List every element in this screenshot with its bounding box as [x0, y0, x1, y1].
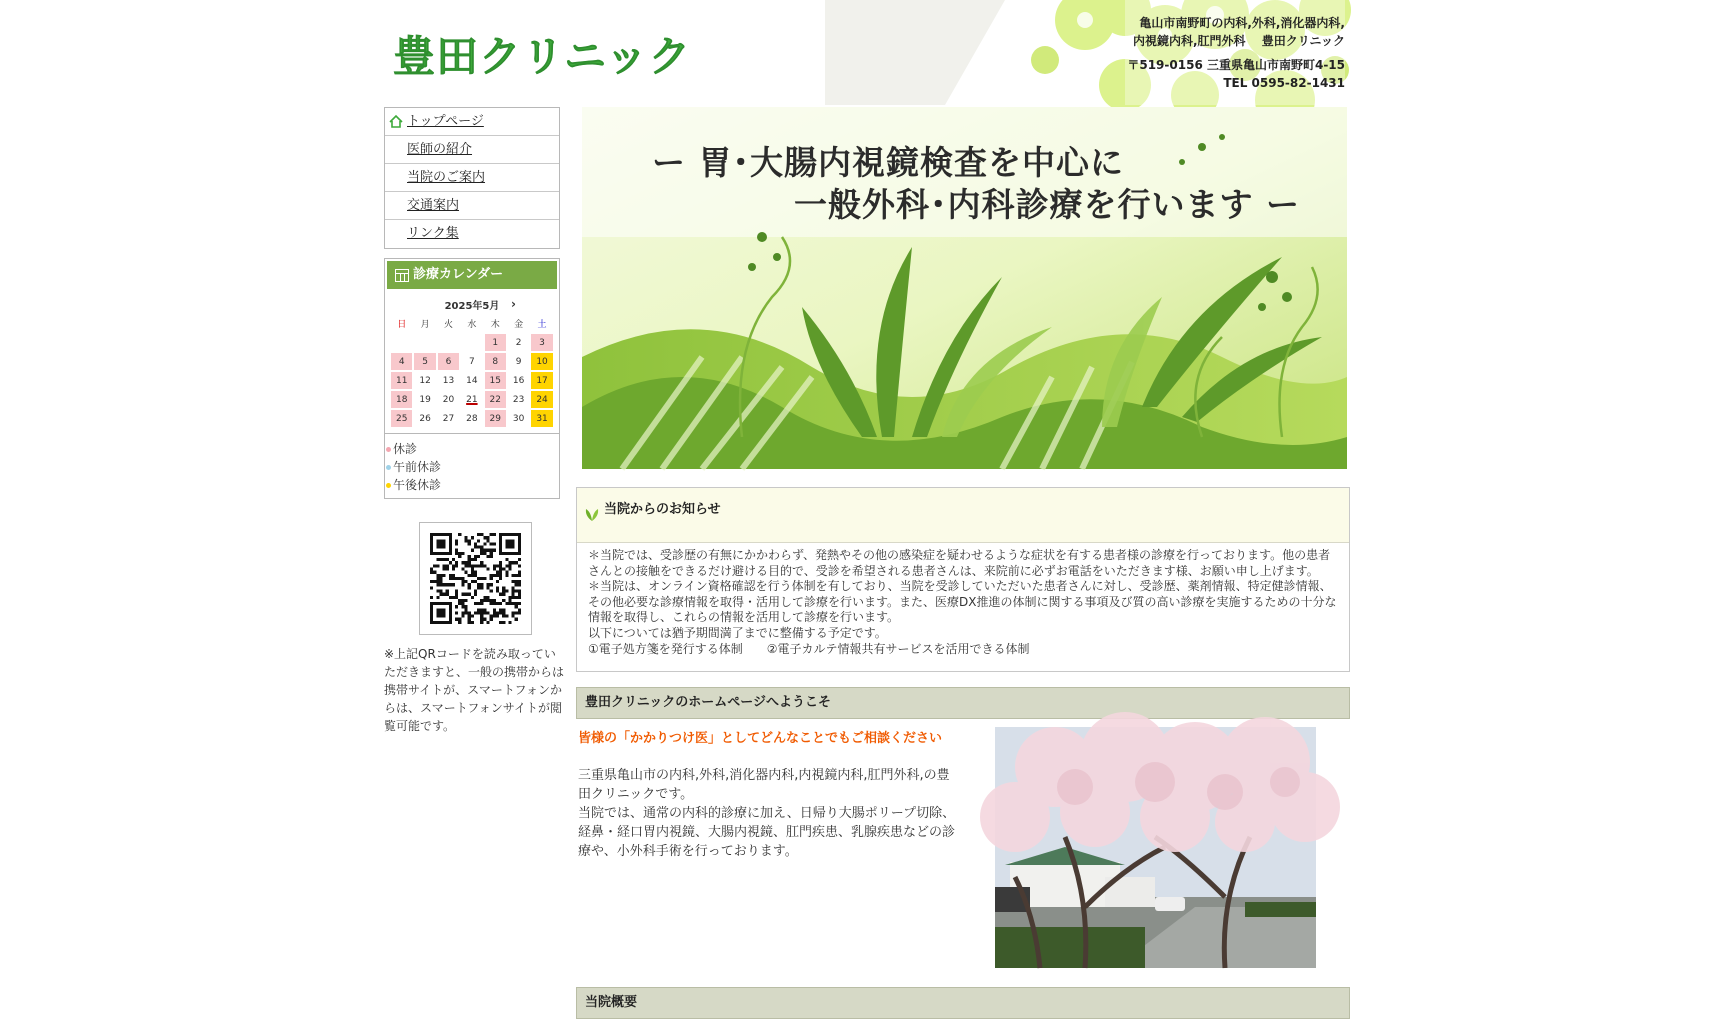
- calendar-day: 19: [419, 394, 431, 405]
- legend-closed: [385, 440, 559, 458]
- calendar-widget: [384, 258, 560, 499]
- news-title: 当院からのお知らせ: [604, 502, 721, 517]
- clinic-logo[interactable]: 豊田クリニック: [393, 32, 692, 81]
- calendar-grid: [389, 313, 555, 429]
- chevron-right-icon[interactable]: ›: [511, 297, 516, 311]
- calendar-day: 26: [419, 413, 431, 424]
- calendar-legend: [385, 433, 559, 498]
- legend-dot: [386, 447, 391, 452]
- news-paragraph: 以下については猶予期間満了までに整備する予定です。: [588, 625, 887, 640]
- calendar-day: 29: [485, 410, 506, 427]
- welcome-tagline: 皆様の「かかりつけ医」としてどんなことでもご相談ください: [578, 731, 943, 746]
- qr-code: [419, 522, 532, 635]
- calendar-day: 4: [391, 353, 412, 370]
- calendar-week: [391, 353, 553, 370]
- calendar-weekday: 火: [443, 320, 453, 330]
- home-icon: [389, 115, 403, 128]
- calendar-empty-cell: [438, 334, 459, 351]
- cherry-blossom-clinic-photo: [995, 727, 1316, 968]
- calendar-day: 22: [485, 391, 506, 408]
- welcome-paragraph: 当院では、通常の内科的診療に加え、日帰り大腸ポリープ切除、経鼻・経口胃内視鏡、大腸内視鏡、肛門疾患、乳腺疾患などの診療や、小外科手術を行っております。: [578, 806, 956, 859]
- calendar-day: 15: [485, 372, 506, 389]
- calendar-empty-cell: [391, 334, 412, 351]
- hero-banner: [582, 107, 1347, 469]
- news-paragraph: ＊当院は、オンライン資格確認を行う体制を有しており、当院を受診していただいた患者さんに対し、受診歴、薬剤情報、特定健診情報、その他必要な診療情報を取得・活用して診療を行います。また、医療DX推進の体制に関する事項及び質の高い診療を実施するための十分な情報を取得し、これらの情報を活用して診療を行います。: [588, 579, 1337, 625]
- calendar-day: 14: [466, 375, 478, 386]
- calendar-day: 31: [531, 410, 552, 427]
- calendar-day: 1: [485, 334, 506, 351]
- calendar-day: 27: [442, 413, 455, 424]
- leaf-icon: [584, 506, 600, 522]
- nav-item-label: 当院のご案内: [407, 170, 486, 185]
- calendar-day: 12: [419, 375, 431, 386]
- calendar-month-label: 2025年5月: [444, 301, 500, 312]
- calendar-day: 30: [512, 413, 525, 424]
- calendar-title: 診療カレンダー: [413, 267, 504, 282]
- welcome-body: [578, 766, 958, 861]
- overview-heading: 当院概要: [576, 987, 1350, 1019]
- calendar-week: [391, 372, 553, 389]
- site-header: [385, 0, 1345, 105]
- header-description-line1: 亀山市南野町の内科,外科,消化器内科,: [1139, 16, 1345, 30]
- nav-item-doctor[interactable]: [385, 136, 559, 164]
- legend-label: 午後休診: [393, 478, 442, 492]
- calendar-weekday: 日: [397, 320, 407, 330]
- main-nav: [384, 107, 560, 249]
- calendar-day: 25: [391, 410, 412, 427]
- qr-code-image: [430, 533, 521, 624]
- header-tel: TEL 0595-82-1431: [1223, 76, 1345, 90]
- calendar-day: 23: [512, 394, 525, 405]
- welcome-heading: 豊田クリニックのホームページへようこそ: [576, 687, 1350, 719]
- calendar-week: [391, 334, 553, 351]
- calendar-day: 24: [531, 391, 552, 408]
- legend-dot: [386, 483, 391, 488]
- calendar-empty-cell: [414, 334, 435, 351]
- news-box: [576, 487, 1350, 672]
- news-paragraph: ＊当院では、受診歴の有無にかかわらず、発熱やその他の感染症を疑わせるような症状を有する患者様の診療を行っております。他の患者さんとの接触をできるだけ避ける目的で、受診を希望される患者さんは、来院前に必ずお電話をいただきます様、お願い申し上げます。: [588, 548, 1331, 578]
- news-body: [577, 543, 1349, 657]
- header-description-line2: 内視鏡内科,肛門外科 豊田クリニック: [1132, 34, 1345, 48]
- calendar-day: 6: [438, 353, 459, 370]
- nav-item-access[interactable]: [385, 192, 559, 220]
- header-address: 〒519-0156 三重県亀山市南野町4-15: [1127, 58, 1345, 72]
- news-header: [577, 488, 1349, 543]
- calendar-day: 20: [442, 394, 455, 405]
- nav-item-top[interactable]: [385, 108, 559, 136]
- nav-item-links[interactable]: [385, 220, 559, 248]
- header-info: [1127, 14, 1345, 92]
- nav-item-label: 交通案内: [407, 198, 460, 213]
- calendar-day: 21: [466, 394, 478, 405]
- calendar-day: 28: [466, 413, 478, 424]
- calendar-day: 8: [485, 353, 506, 370]
- calendar-day: 13: [442, 375, 455, 386]
- calendar-header: [387, 261, 557, 289]
- calendar-day: 2: [515, 337, 522, 348]
- calendar-weekday: 水: [467, 320, 477, 330]
- calendar-week: [391, 391, 553, 408]
- calendar-day: 7: [469, 356, 475, 367]
- legend-afternoon-closed: [385, 476, 559, 494]
- legend-label: 休診: [393, 442, 418, 456]
- calendar-day: 3: [531, 334, 552, 351]
- calendar-empty-cell: [461, 334, 482, 351]
- news-paragraph: ①電子処方箋を発行する体制 ②電子カルテ情報共有サービスを活用できる体制: [588, 641, 1030, 656]
- welcome-paragraph: 三重県亀山市の内科,外科,消化器内科,内視鏡内科,肛門外科,の豊田クリニックです。: [578, 768, 950, 802]
- calendar-weekday: 月: [420, 320, 430, 330]
- calendar-icon: [395, 269, 409, 282]
- calendar-weekday: 土: [537, 320, 547, 330]
- banner-headline-1: ー 胃･大腸内視鏡検査を中心に: [652, 143, 1124, 182]
- nav-item-label: 医師の紹介: [407, 142, 473, 157]
- legend-label: 午前休診: [393, 460, 442, 474]
- nav-item-label: リンク集: [407, 226, 459, 241]
- calendar-week: [391, 410, 553, 427]
- calendar-weekday: 金: [514, 320, 524, 330]
- legend-morning-closed: [385, 458, 559, 476]
- calendar-month: [385, 297, 559, 311]
- calendar-day: 9: [515, 356, 522, 367]
- calendar-day: 17: [531, 372, 552, 389]
- calendar-day: 11: [391, 372, 412, 389]
- banner-headline-2: 一般外科･内科診療を行います ー: [794, 185, 1300, 224]
- calendar-weekday: 木: [490, 320, 500, 330]
- legend-dot: [386, 465, 391, 470]
- nav-item-guide[interactable]: [385, 164, 559, 192]
- nav-item-label: トップページ: [407, 114, 484, 129]
- calendar-day: 16: [512, 375, 525, 386]
- calendar-day: 10: [531, 353, 552, 370]
- qr-note: ※上記QRコードを読み取っていただきますと、一般の携帯からは携帯サイトが、スマートフォンからは、スマートフォンサイトが閲覧可能です。: [384, 647, 565, 733]
- calendar-day: 5: [414, 353, 435, 370]
- calendar-day: 18: [391, 391, 412, 408]
- clinic-photo: [995, 727, 1316, 968]
